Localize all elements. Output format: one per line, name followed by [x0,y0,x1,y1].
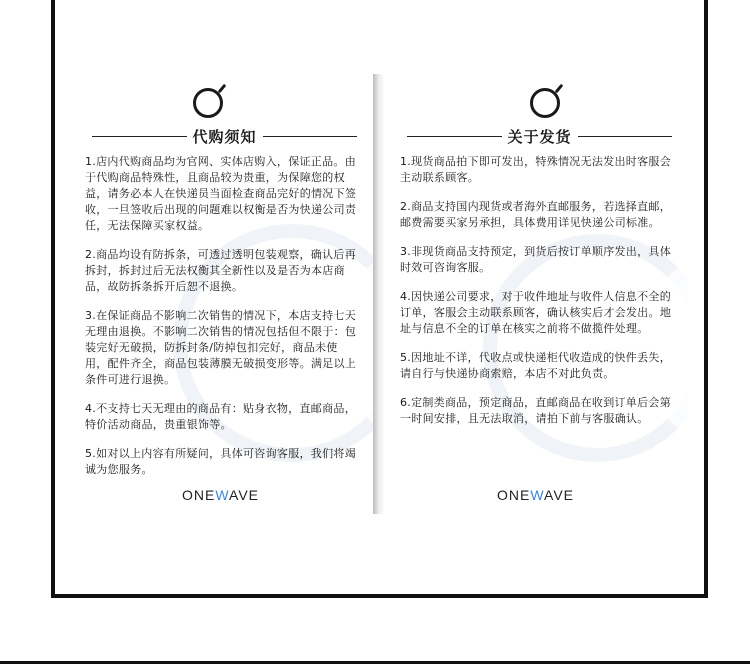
brand-prefix: ONE [496,487,531,503]
brand-w: W [530,487,545,503]
page-title: 关于发货 [507,127,572,146]
section-heading [407,126,672,146]
heading-rule-right [263,136,358,137]
heading-rule-left [92,136,187,137]
list-item: 4.因快递公司要求，对于收件地址与收件人信息不全的订单，客服会主动联系顾客，确认核实后才会发出。地址与信息不全的订单在核实之前将不做揽件处理。 [400,290,672,335]
list-item: 4.不支持七天无理由的商品有：贴身衣物，直邮商品，特价活动商品，贵重银饰等。 [85,402,356,431]
page-title: 代购须知 [192,127,257,146]
list-item: 1.现货商品拍下即可发出，特殊情况无法发出时客服会主动联系顾客。 [400,155,671,184]
heading-rule-right [578,136,673,137]
section-heading [92,126,357,146]
brand-suffix: AVE [229,487,260,503]
list-item: 2.商品均设有防拆条，可透过透明包装观察，确认后再拆封，拆封过后无法权衡其全新性以及是否为本店商品，故防拆条拆开后恕不退换。 [85,248,356,293]
brand-suffix: AVE [544,487,575,503]
brand-prefix: ONE [181,487,216,503]
ring-logo-icon [193,88,223,118]
brand-logo [68,487,373,503]
list-item: 6.定制类商品，预定商品，直邮商品在收到订单后会第一时间安排，且无法取消，请拍下前与客服确认。 [400,396,671,425]
bottom-divider [0,661,750,664]
list-item: 3.在保证商品不影响二次销售的情况下，本店支持七天无理由退换。不影响二次销售的情况包括但不限于：包装完好无破损，防拆封条/防掉包扣完好，商品未使用，配件齐全，商品包装薄膜无破损变形等。满足以上条件可进行退换。 [85,309,357,386]
list-item: 5.如对以上内容有所疑问，具体可咨询客服，我们将竭诚为您服务。 [85,447,356,476]
notice-list [400,154,674,440]
list-item: 1.店内代购商品均为官网、实体店购入，保证正品。由于代购商品特殊性，且商品较为贵重，为保障您的权益，请务必本人在快递员当面检查商品完好的情况下签收，一旦签收后出现的问题难以权衡是否为快递公司责任，无法保障买家权益。 [85,155,357,232]
notice-list [85,154,359,491]
page-daigou-notice [68,74,373,514]
list-item: 2.商品支持国内现货或者海外直邮服务，若选择直邮，邮费需要买家另承担，具体费用详见快递公司标准。 [400,200,671,229]
page-shipping-notice [383,74,688,514]
heading-rule-left [407,136,502,137]
ring-logo-icon [530,88,560,118]
list-item: 5.因地址不详，代收点或快递柜代收造成的快件丢失，请自行与快递协商索赔，本店不对此负责。 [400,351,671,380]
brand-w: W [215,487,230,503]
brand-logo [383,487,688,503]
list-item: 3.非现货商品支持预定，到货后按订单顺序发出，具体时效可咨询客服。 [400,245,671,274]
